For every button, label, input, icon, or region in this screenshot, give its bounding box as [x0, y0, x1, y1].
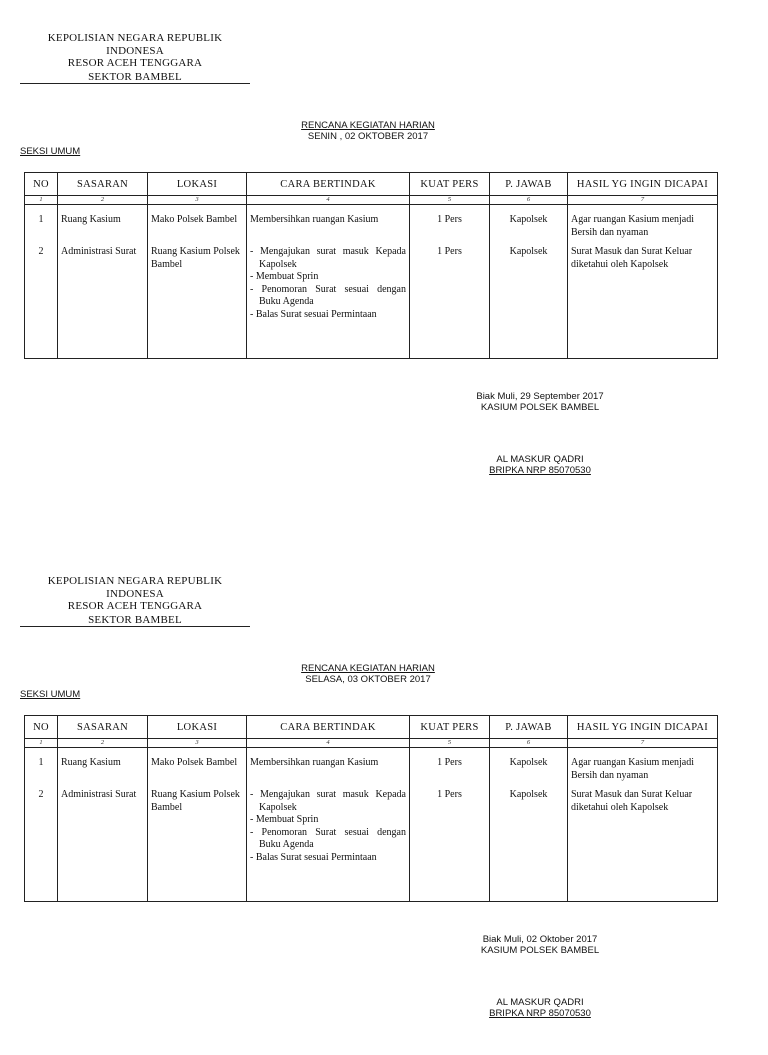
step-item: - Balas Surat sesuai Permintaan — [250, 308, 377, 320]
cell-sasaran: Administrasi Surat — [58, 242, 148, 359]
signature-name-block — [470, 997, 610, 1019]
col-number: 3 — [148, 739, 247, 748]
letterhead — [20, 575, 250, 627]
table-row — [25, 205, 718, 243]
col-header-kuat-pers: KUAT PERS — [410, 173, 490, 196]
letterhead-resort: RESOR ACEH TENGGARA — [67, 57, 203, 69]
signature-name-block — [470, 454, 610, 476]
cell-p-jawab: Kapolsek — [490, 242, 568, 359]
col-number: 7 — [568, 196, 718, 205]
col-header-no: NO — [25, 716, 58, 739]
col-number: 6 — [490, 739, 568, 748]
section-label: SEKSI UMUM — [20, 689, 81, 700]
signature-place-block — [465, 391, 615, 413]
col-number: 4 — [247, 739, 410, 748]
cell-p-jawab: Kapolsek — [490, 785, 568, 902]
document-day: SELASA, 03 OKTOBER 2017 — [305, 674, 431, 685]
col-header-hasil: HASIL YG INGIN DICAPAI — [568, 716, 718, 739]
col-number: 5 — [410, 739, 490, 748]
cell-lokasi: Ruang Kasium Polsek Bambel — [148, 242, 247, 359]
letterhead-sector: SEKTOR BAMBEL — [88, 70, 182, 83]
letterhead-sector: SEKTOR BAMBEL — [88, 613, 182, 626]
cell-no: 2 — [25, 785, 58, 902]
cell-lokasi: Mako Polsek Bambel — [148, 748, 247, 786]
cell-no: 1 — [25, 748, 58, 786]
signatory-name: AL MASKUR QADRI — [496, 997, 584, 1008]
col-number: 6 — [490, 196, 568, 205]
step-item: - Membuat Sprin — [250, 271, 319, 282]
activity-table — [24, 715, 718, 902]
daily-plan-document-2 — [0, 543, 768, 1055]
col-header-sasaran: SASARAN — [58, 173, 148, 196]
col-number: 3 — [148, 196, 247, 205]
col-number: 2 — [58, 196, 148, 205]
col-number: 5 — [410, 196, 490, 205]
step-item: - Membuat Sprin — [250, 814, 319, 825]
col-header-no: NO — [25, 173, 58, 196]
section-label: SEKSI UMUM — [20, 146, 81, 157]
col-number: 2 — [58, 739, 148, 748]
signature-place-block — [465, 934, 615, 956]
cell-cara-bertindak — [247, 748, 410, 786]
step-item: - Balas Surat sesuai Permintaan — [250, 851, 377, 863]
document-title: RENCANA KEGIATAN HARIAN — [301, 663, 435, 674]
table-row — [25, 748, 718, 786]
cell-hasil: Surat Masuk dan Surat Keluar diketahui oleh Kapolsek — [568, 242, 718, 359]
cell-sasaran: Administrasi Surat — [58, 785, 148, 902]
letterhead-resort: RESOR ACEH TENGGARA — [67, 600, 203, 612]
signatory-rank: BRIPKA NRP 85070530 — [489, 1008, 591, 1019]
step-item: - Mengajukan surat masuk Kepada Kapolsek — [250, 789, 406, 813]
cell-kuat-pers: 1 Pers — [410, 205, 490, 243]
cell-kuat-pers: 1 Pers — [410, 785, 490, 902]
table-row — [25, 242, 718, 359]
table-header-row — [25, 173, 718, 196]
step-item: Membersihkan ruangan Kasium — [250, 757, 379, 768]
col-header-cara-bertindak: CARA BERTINDAK — [247, 173, 410, 196]
cell-cara-bertindak — [247, 242, 410, 359]
table-row — [25, 785, 718, 902]
col-number: 1 — [25, 739, 58, 748]
signature-place-date: Biak Muli, 29 September 2017 — [476, 391, 604, 402]
signature-role: KASIUM POLSEK BAMBEL — [480, 945, 600, 956]
letterhead-institution: KEPOLISIAN NEGARA REPUBLIK INDONESA — [47, 32, 223, 57]
col-header-kuat-pers: KUAT PERS — [410, 716, 490, 739]
step-item: - Penomoran Surat sesuai dengan Buku Agenda — [250, 283, 406, 307]
cell-hasil: Agar ruangan Kasium menjadi Bersih dan nyaman — [568, 205, 718, 243]
col-header-cara-bertindak: CARA BERTINDAK — [247, 716, 410, 739]
document-day: SENIN , 02 OKTOBER 2017 — [307, 131, 429, 142]
document-title-block — [268, 663, 468, 685]
cell-hasil: Surat Masuk dan Surat Keluar diketahui oleh Kapolsek — [568, 785, 718, 902]
cell-sasaran: Ruang Kasium — [58, 205, 148, 243]
cell-no: 1 — [25, 205, 58, 243]
col-header-lokasi: LOKASI — [148, 716, 247, 739]
step-item: Membersihkan ruangan Kasium — [250, 214, 379, 225]
col-number: 4 — [247, 196, 410, 205]
cell-lokasi: Mako Polsek Bambel — [148, 205, 247, 243]
cell-p-jawab: Kapolsek — [490, 205, 568, 243]
col-number: 7 — [568, 739, 718, 748]
activity-table — [24, 172, 718, 359]
document-title-block — [268, 120, 468, 142]
cell-sasaran: Ruang Kasium — [58, 748, 148, 786]
signatory-rank: BRIPKA NRP 85070530 — [489, 465, 591, 476]
col-header-hasil: HASIL YG INGIN DICAPAI — [568, 173, 718, 196]
col-number: 1 — [25, 196, 58, 205]
table-header-row — [25, 716, 718, 739]
signatory-name: AL MASKUR QADRI — [496, 454, 584, 465]
column-number-row — [25, 196, 718, 205]
col-header-p-jawab: P. JAWAB — [490, 173, 568, 196]
cell-p-jawab: Kapolsek — [490, 748, 568, 786]
cell-cara-bertindak — [247, 205, 410, 243]
cell-no: 2 — [25, 242, 58, 359]
cell-lokasi: Ruang Kasium Polsek Bambel — [148, 785, 247, 902]
cell-cara-bertindak — [247, 785, 410, 902]
cell-kuat-pers: 1 Pers — [410, 242, 490, 359]
col-header-p-jawab: P. JAWAB — [490, 716, 568, 739]
step-item: - Mengajukan surat masuk Kepada Kapolsek — [250, 246, 406, 270]
daily-plan-document-1 — [0, 0, 768, 512]
signature-role: KASIUM POLSEK BAMBEL — [480, 402, 600, 413]
document-title: RENCANA KEGIATAN HARIAN — [301, 120, 435, 131]
letterhead — [20, 32, 250, 84]
cell-hasil: Agar ruangan Kasium menjadi Bersih dan nyaman — [568, 748, 718, 786]
letterhead-institution: KEPOLISIAN NEGARA REPUBLIK INDONESA — [47, 575, 223, 600]
signature-place-date: Biak Muli, 02 Oktober 2017 — [482, 934, 598, 945]
col-header-sasaran: SASARAN — [58, 716, 148, 739]
col-header-lokasi: LOKASI — [148, 173, 247, 196]
cell-kuat-pers: 1 Pers — [410, 748, 490, 786]
column-number-row — [25, 739, 718, 748]
step-item: - Penomoran Surat sesuai dengan Buku Agenda — [250, 826, 406, 850]
